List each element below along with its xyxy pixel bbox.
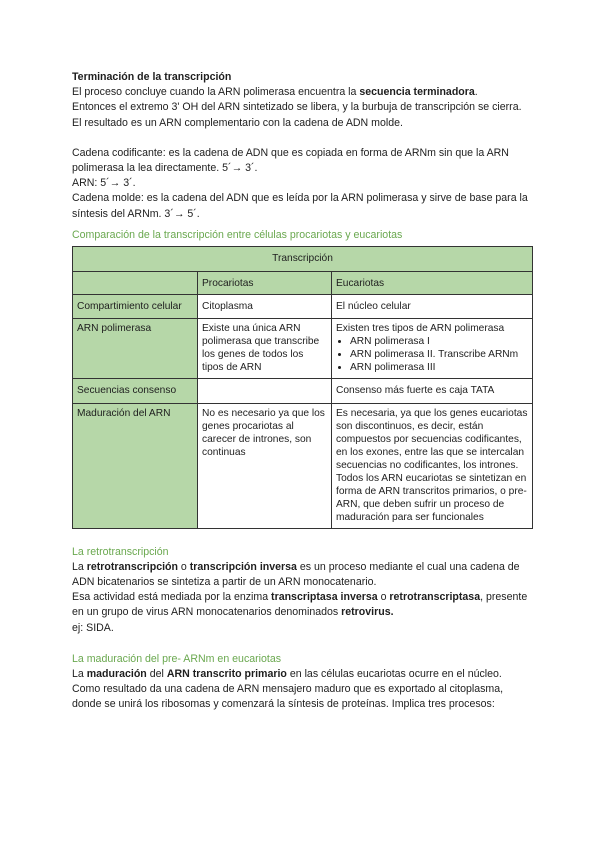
table-cell [198,378,332,403]
paragraph: La retrotranscripción o transcripción inversa es un proceso mediante el cual una cadena de ADN bicatenarios se sintetiza a partir de un ARN monocatenario. [72,560,520,589]
table-row-label: Maduración del ARN [73,403,198,528]
table-header-cell: Procariotas [198,271,332,294]
table-cell: Existe una única ARN polimerasa que transcribe los genes de todos los tipos de ARN [198,318,332,378]
table-row [73,271,533,294]
table-header-cell: Eucariotas [332,271,533,294]
paragraph: El resultado es un ARN complementario con la cadena de ADN molde. [72,116,403,129]
paragraph: El proceso concluye cuando la ARN polimerasa encuentra la secuencia terminadora. [72,86,478,99]
paragraph: ARN: 5´→ 3´. [72,177,136,190]
comparison-table [72,246,533,529]
table-cell [332,403,533,528]
table-header-cell [73,271,198,294]
list-item: • ARN polimerasa I [350,335,528,348]
table-caption: Transcripción [73,246,533,271]
section-title-retrotranscripcion: La retrotranscripción [72,545,169,558]
table-cell: Consenso más fuerte es caja TATA [332,378,533,403]
cell-text: Existen tres tipos de ARN polimerasa [336,322,505,334]
paragraph: Esa actividad está mediada por la enzima transcriptasa inversa o retrotranscriptasa, presente en un grupo de virus ARN monocatenarios denominados retrovirus. [72,591,528,619]
list-item: • ARN polimerasa III [350,361,528,374]
document-page [72,70,532,712]
table-row [73,294,533,318]
table-row-label: ARN polimerasa [73,318,198,378]
list-item: • ARN polimerasa II. Transcribe ARNm [350,348,528,361]
table-cell: Citoplasma [198,294,332,318]
table-row-label: Compartimiento celular [73,294,198,318]
paragraph: Entonces el extremo 3' OH del ARN sintetizado se libera, y la burbuja de transcripción se cierra. [72,101,522,114]
table-row-label: Secuencias consenso [73,378,198,403]
section-title-terminacion: Terminación de la transcripción [72,71,232,83]
paragraph: Cadena molde: es la cadena del ADN que es leída por la ARN polimerasa y sirve de base para la síntesis del ARNm. 3´→ 5´. [72,192,528,220]
polymerase-list [336,335,528,374]
table-row [73,378,533,403]
paragraph: La maduración del ARN transcrito primario en las células eucariotas ocurre en el núcleo. Como resultado da una cadena de ARN mensajero maduro que es exportado al citoplasma, donde se unirá los ribosomas y comenzará la síntesis de proteínas. Implica tres procesos: [72,667,504,711]
table-heading: Comparación de la transcripción entre células procariotas y eucariotas [72,228,403,241]
table-row [73,403,533,528]
cell-text: Es necesaria, ya que los genes eucariotas son discontinuos, es decir, están compuestos por secuencias codificantes, en los exones, entre las que se intercalan secuencias no codificantes, los intrones. [336,407,528,471]
table-row [73,318,533,378]
table-cell: No es necesario ya que los genes procariotas al carecer de intrones, son continuas [198,403,332,528]
table-cell [332,318,533,378]
table-row [73,246,533,271]
paragraph: ej: SIDA. [72,621,114,634]
section-title-maduracion: La maduración del pre- ARNm en eucariotas [72,652,282,665]
paragraph: Cadena codificante: es la cadena de ADN que es copiada en forma de ARNm sin que la ARN polimerasa la lea directamente. 5´→ 3´. [72,146,509,175]
cell-text: Todos los ARN eucariotas se sintetizan en forma de ARN transcritos primarios, o pre- ARN, que deben sufrir un proceso de maduración para ser funcionales [336,472,527,523]
table-cell: El núcleo celular [332,294,533,318]
